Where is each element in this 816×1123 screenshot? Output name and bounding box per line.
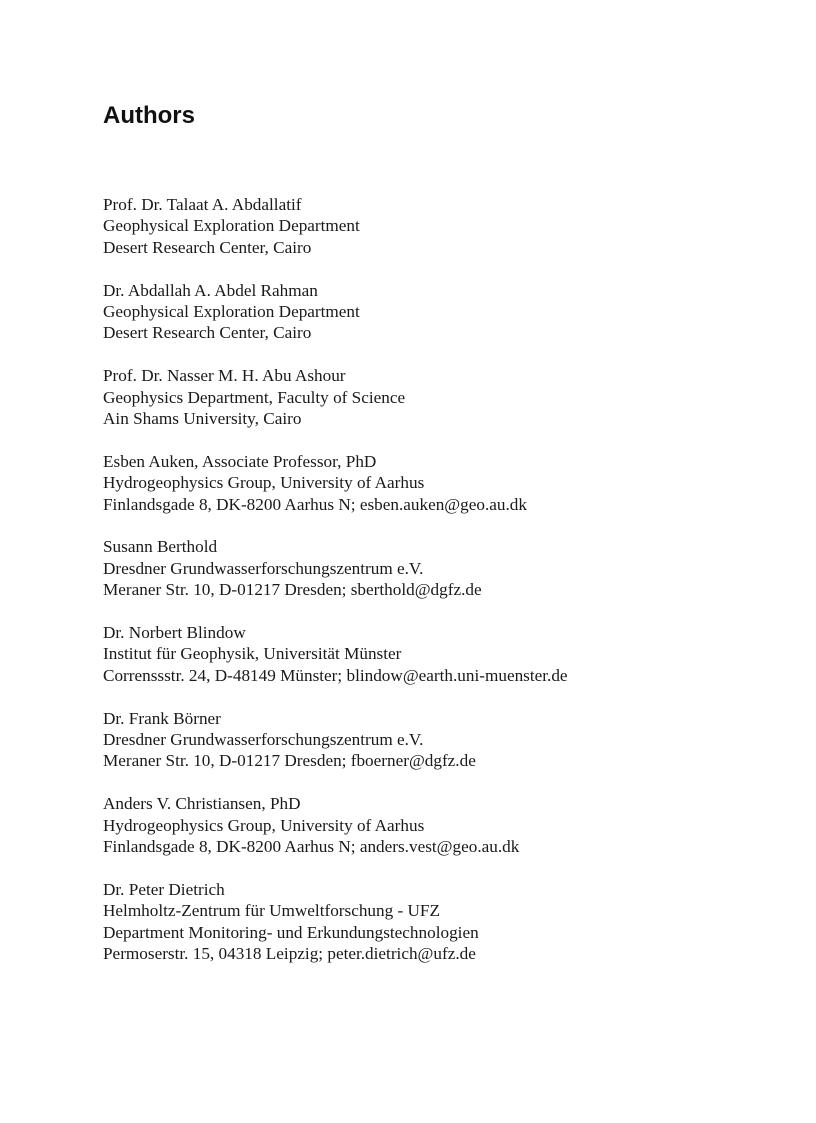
- author-entry-abdallatif: [103, 194, 793, 258]
- page-title: Authors: [103, 102, 195, 129]
- author-name: Dr. Norbert Blindow: [103, 623, 246, 643]
- author-address: Correnssstr. 24, D-48149 Münster; blindow@earth.uni-muenster.de: [103, 665, 568, 685]
- author-affiliation: Geophysics Department, Faculty of Science: [103, 387, 406, 407]
- author-name: Esben Auken, Associate Professor, PhD: [103, 451, 377, 471]
- author-name: Dr. Abdallah A. Abdel Rahman: [103, 280, 318, 300]
- author-entry-blindow: [103, 622, 793, 686]
- author-affiliation: Geophysical Exploration Department: [103, 216, 360, 236]
- author-name: Prof. Dr. Nasser M. H. Abu Ashour: [103, 366, 346, 386]
- author-name: Dr. Peter Dietrich: [103, 879, 225, 899]
- author-entry-christiansen: [103, 793, 793, 857]
- author-address: Ain Shams University, Cairo: [103, 409, 302, 429]
- author-affiliation: Hydrogeophysics Group, University of Aarhus: [103, 473, 425, 493]
- author-name: Susann Berthold: [103, 537, 218, 557]
- author-entry-dietrich: [103, 879, 793, 965]
- author-affiliation: Hydrogeophysics Group, University of Aarhus: [103, 815, 425, 835]
- author-address: Finlandsgade 8, DK-8200 Aarhus N; esben.auken@geo.au.dk: [103, 494, 527, 514]
- author-address: Desert Research Center, Cairo: [103, 237, 312, 257]
- author-address: Permoserstr. 15, 04318 Leipzig; peter.dietrich@ufz.de: [103, 944, 476, 964]
- author-address: Meraner Str. 10, D-01217 Dresden; fboerner@dgfz.de: [103, 751, 476, 771]
- author-address: Finlandsgade 8, DK-8200 Aarhus N; anders.vest@geo.au.dk: [103, 837, 520, 857]
- author-affiliation: Dresdner Grundwasserforschungszentrum e.V.: [103, 558, 424, 578]
- author-entry-berthold: [103, 536, 793, 600]
- author-entry-boerner: [103, 708, 793, 772]
- author-affiliation: Helmholtz-Zentrum für Umweltforschung - UFZ: [103, 901, 440, 921]
- author-entry-auken: [103, 451, 793, 515]
- author-name: Prof. Dr. Talaat A. Abdallatif: [103, 195, 302, 214]
- author-address: Desert Research Center, Cairo: [103, 323, 312, 343]
- author-entry-abdel-rahman: [103, 280, 793, 344]
- author-affiliation: Geophysical Exploration Department: [103, 302, 360, 322]
- author-affiliation: Institut für Geophysik, Universität Münster: [103, 644, 402, 664]
- author-address: Meraner Str. 10, D-01217 Dresden; sberthold@dgfz.de: [103, 580, 482, 600]
- author-department: Department Monitoring- und Erkundungstechnologien: [103, 922, 479, 942]
- author-name: Dr. Frank Börner: [103, 708, 221, 728]
- author-list: [103, 194, 793, 986]
- author-name: Anders V. Christiansen, PhD: [103, 794, 301, 814]
- author-entry-abu-ashour: [103, 365, 793, 429]
- author-affiliation: Dresdner Grundwasserforschungszentrum e.V.: [103, 730, 424, 750]
